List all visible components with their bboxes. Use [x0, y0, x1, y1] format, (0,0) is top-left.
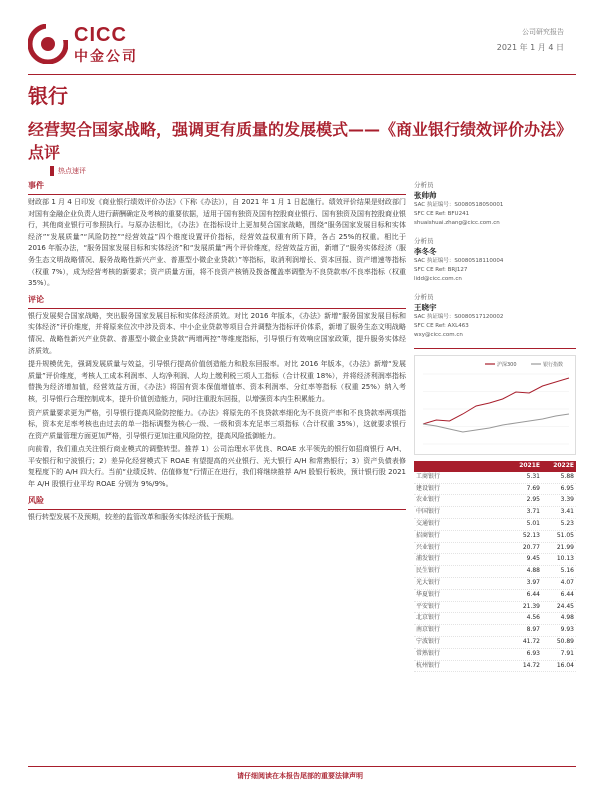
table-cell: 4.07	[560, 578, 574, 586]
table-cell: 4.98	[560, 614, 574, 622]
table-row	[414, 531, 576, 543]
analyst-role: 分析员	[414, 293, 434, 301]
table-cell: 7.69	[526, 484, 540, 492]
table-header-cell	[414, 461, 508, 472]
comment-paragraph: 向前看，我们重点关注银行商业模式的调整转型。推荐 1）公司治理水平优良、ROAE 水平领先的银行如招商银行 A/H、平安银行和宁波银行；2）差异化经营模式下 ROAE 有望提高的兴业银行、光大银行 A/H 和常熟银行；3）资产负债表修复程度下的 A/H 四大行。当前“业绩反转、估值修复”行情正在进行，我们将继续推荐 A/H 股银行板块，预计银行股 2021 年 A/H 股银行业平均 ROAE 分别为 9%/9%。	[28, 445, 406, 489]
table-cell: 3.97	[526, 578, 540, 586]
analyst-sac: SAC 执证编号：S0080518110004	[414, 258, 504, 264]
analyst-email[interactable]: shuaishuai.zhang@cicc.com.cn	[414, 220, 500, 226]
valuation-table	[414, 461, 576, 672]
index-chart	[414, 355, 576, 455]
chart-legend-label: 沪深300	[497, 362, 517, 368]
table-cell: 5.88	[560, 472, 574, 480]
table-cell: 3.41	[560, 508, 574, 516]
table-cell: 常熟银行	[416, 649, 441, 657]
table-cell: 6.44	[560, 590, 574, 598]
table-cell: 宁波银行	[416, 637, 441, 645]
table-cell: 6.93	[526, 649, 540, 657]
table-cell: 9.45	[526, 555, 540, 563]
comment-paragraph: 银行发展契合国家战略，突出服务国家发展目标和实体经济质效。对比 2016 年版本，《办法》新增“服务国家发展目标和实体经济”评价维度，并将原来位次中涉及资本、中小企业贷款等项目合并调整为指标评价体系，新增了服务生态文明战略情况、战略性新兴产业贷款、普惠型小微企业贷款“两增两控”等维度指标，引导银行有效响应国家政策，提升服务实体经济质效。	[28, 311, 406, 355]
brand-name-cn: 中金公司	[74, 49, 138, 65]
analyst-sfc: SFC CE Ref: AXL463	[414, 323, 469, 329]
table-row	[414, 566, 576, 578]
analyst-sfc: SFC CE Ref: BFU241	[414, 211, 470, 217]
table-cell: 2.95	[526, 496, 540, 504]
table-cell: 光大银行	[416, 578, 441, 586]
table-header-cell: 2021E	[519, 462, 540, 469]
chart-series-line	[423, 378, 569, 424]
table-row	[414, 602, 576, 614]
table-cell: 4.56	[526, 614, 540, 622]
main-body	[28, 180, 406, 523]
table-cell: 交通银行	[416, 519, 441, 527]
company-logo	[28, 22, 178, 66]
table-row	[414, 590, 576, 602]
table-header-row	[414, 461, 576, 472]
table-cell: 华夏银行	[416, 590, 441, 598]
index-chart-svg	[415, 356, 575, 454]
footer-disclaimer: 请仔细阅读在本报告尾部的重要法律声明	[237, 772, 363, 780]
event-paragraph: 财政部 1 月 4 日印发《商业银行绩效评价办法》（下称《办法》），自 2021 年 1 月 1 日起施行。绩效评价结果是财政部门对国有金融企业负责人进行薪酬确定及考核的重要依据，适用于国有独资及国有控股商业银行、国有独资及国有控股商业银行，其他商业银行可参照执行。与原办法相比，《办法》在指标设计上更加契合国家战略，围绕“服务国家发展目标和实体经济”“发展质量”“风险防控”“经营效益”四个维度设置评价指标，经营效益权重有所下降，各占 25%的权重。相比于 2016 年版办法，“服务国家发展目标和实体经济”和“发展质量”两个评价维度，经营效益方面，新增了“服务实体经济（服务生态文明战略情况、服务战略性新兴产业、普惠型小微企业贷款）”等指标，取消利润增长、资本回报、资产增速等指标（权重 7%），成为经营考核的新要求；资产质量方面，将不良资产核销及拨备覆盖率调整为不良贷款率/不良率指标（权重 35%）。	[28, 198, 406, 288]
table-cell: 16.04	[556, 661, 574, 669]
table-cell: 3.71	[526, 508, 540, 516]
table-row	[414, 649, 576, 661]
table-cell: 21.39	[522, 602, 540, 610]
table-cell: 工商银行	[416, 472, 441, 480]
table-cell: 浦发银行	[416, 555, 441, 563]
table-row	[414, 578, 576, 590]
section-divider	[28, 308, 406, 309]
table-row	[414, 543, 576, 555]
analyst-role: 分析员	[414, 237, 434, 245]
table-cell: 7.91	[560, 649, 574, 657]
table-cell: 3.39	[560, 496, 574, 504]
table-cell: 8.97	[526, 626, 540, 634]
table-cell: 4.88	[526, 567, 540, 575]
table-cell: 14.72	[522, 661, 540, 669]
section-divider	[28, 194, 406, 195]
footer-divider	[28, 766, 576, 767]
table-row	[414, 472, 576, 484]
section-heading-event: 事件	[28, 181, 44, 190]
chart-legend-label: 银行指数	[543, 362, 564, 368]
table-cell: 21.99	[556, 543, 574, 551]
table-row	[414, 554, 576, 566]
analyst-sac: SAC 执证编号：S0080518050001	[414, 202, 504, 208]
table-cell: 平安银行	[416, 602, 441, 610]
section-heading-comment: 评论	[28, 294, 44, 304]
table-header-cell: 2022E	[553, 462, 574, 469]
table-cell: 建设银行	[416, 484, 441, 492]
brand-name-en: CICC	[74, 24, 127, 46]
table-cell: 5.01	[526, 519, 540, 527]
analyst-sac: SAC 执证编号：S0080517120002	[414, 314, 504, 320]
table-cell: 51.05	[556, 531, 574, 539]
table-row	[414, 484, 576, 496]
analyst-email[interactable]: wxy@cicc.com.cn	[414, 332, 463, 338]
table-cell: 南京银行	[416, 626, 441, 634]
analyst-card	[414, 292, 576, 340]
comment-paragraph: 资产质量要求更为严格，引导银行提高风险防控能力。《办法》将原先的不良贷款率细化为不良资产率和不良贷款率两项指标，资本充足率考核也由过去的单一指标调整为核心一级、一级和资本充足率三项指标（合计权重 35%），这就要求银行在资产质量管理方面更加严格，引导银行更加注重风险防控，提高风险抵御能力。	[28, 408, 406, 440]
analyst-card	[414, 236, 576, 284]
table-row	[414, 637, 576, 649]
section-divider	[28, 509, 406, 510]
table-cell: 6.95	[560, 484, 574, 492]
comment-paragraph: 提升规模优先，强调发展质量与效益，引导银行提高价值创造能力和股东回报率。对比 2016 年版本，《办法》新增“发展质量”评价维度，考核人工成本利润率、人均净利润、人均上缴利税三项人工指标（合计权重 18%），并将经济利润率指标替换为经济增加值，经营效益方面，《办法》将国有资本保值增值率、资本利润率、分红率等指标（权重 25%）纳入考核，引导银行合理控制成本，提升价值创造能力，同时注重股东回报，以增强资本内生积累能力。	[28, 360, 406, 403]
table-cell: 5.23	[560, 519, 574, 527]
header-divider	[28, 74, 576, 75]
table-cell: 杭州银行	[416, 661, 441, 669]
table-body	[414, 472, 576, 673]
analyst-name: 李冬冬	[414, 247, 437, 256]
table-row	[414, 495, 576, 507]
sidebar-divider	[414, 348, 576, 349]
table-row	[414, 661, 576, 673]
table-row	[414, 625, 576, 637]
table-cell: 5.31	[526, 472, 540, 480]
table-cell: 民生银行	[416, 567, 441, 575]
chart-series-line	[423, 414, 569, 432]
table-cell: 20.77	[522, 543, 540, 551]
tag-marker	[50, 166, 54, 176]
analyst-name: 王晓宇	[414, 303, 437, 312]
table-cell: 10.13	[556, 555, 574, 563]
table-cell: 24.45	[556, 602, 574, 610]
analyst-card	[414, 180, 576, 228]
sector-title: 银行	[28, 84, 68, 108]
analyst-role: 分析员	[414, 181, 434, 189]
table-cell: 50.89	[556, 637, 574, 645]
table-row	[414, 613, 576, 625]
analyst-sfc: SFC CE Ref: BRJ127	[414, 267, 468, 273]
table-cell: 农业银行	[416, 496, 441, 504]
report-date: 2021 年 1 月 4 日	[496, 43, 564, 52]
report-type: 公司研究报告	[522, 28, 564, 36]
table-cell: 兴业银行	[416, 543, 441, 551]
analyst-name: 张帅帅	[414, 191, 437, 200]
table-cell: 52.13	[522, 531, 540, 539]
table-cell: 6.44	[526, 590, 540, 598]
table-cell: 北京银行	[416, 614, 441, 622]
table-cell: 9.93	[560, 626, 574, 634]
report-tag: 热点速评	[58, 167, 86, 175]
table-row	[414, 507, 576, 519]
section-heading-risk: 风险	[28, 495, 44, 505]
table-cell: 招商银行	[416, 531, 441, 539]
table-cell: 中国银行	[416, 508, 441, 516]
report-title: 经营契合国家战略，强调更有质量的发展模式——《商业银行绩效评价办法》点评	[28, 120, 573, 162]
cicc-logo-icon	[28, 24, 68, 64]
analyst-email[interactable]: lidd@cicc.com.cn	[414, 276, 462, 282]
table-cell: 5.16	[560, 567, 574, 575]
risk-paragraph: 银行转型发展不及预期，较差的监管改革和服务实体经济低于预期。	[28, 512, 238, 521]
table-cell: 41.72	[522, 637, 540, 645]
table-row	[414, 519, 576, 531]
sidebar	[414, 180, 576, 672]
